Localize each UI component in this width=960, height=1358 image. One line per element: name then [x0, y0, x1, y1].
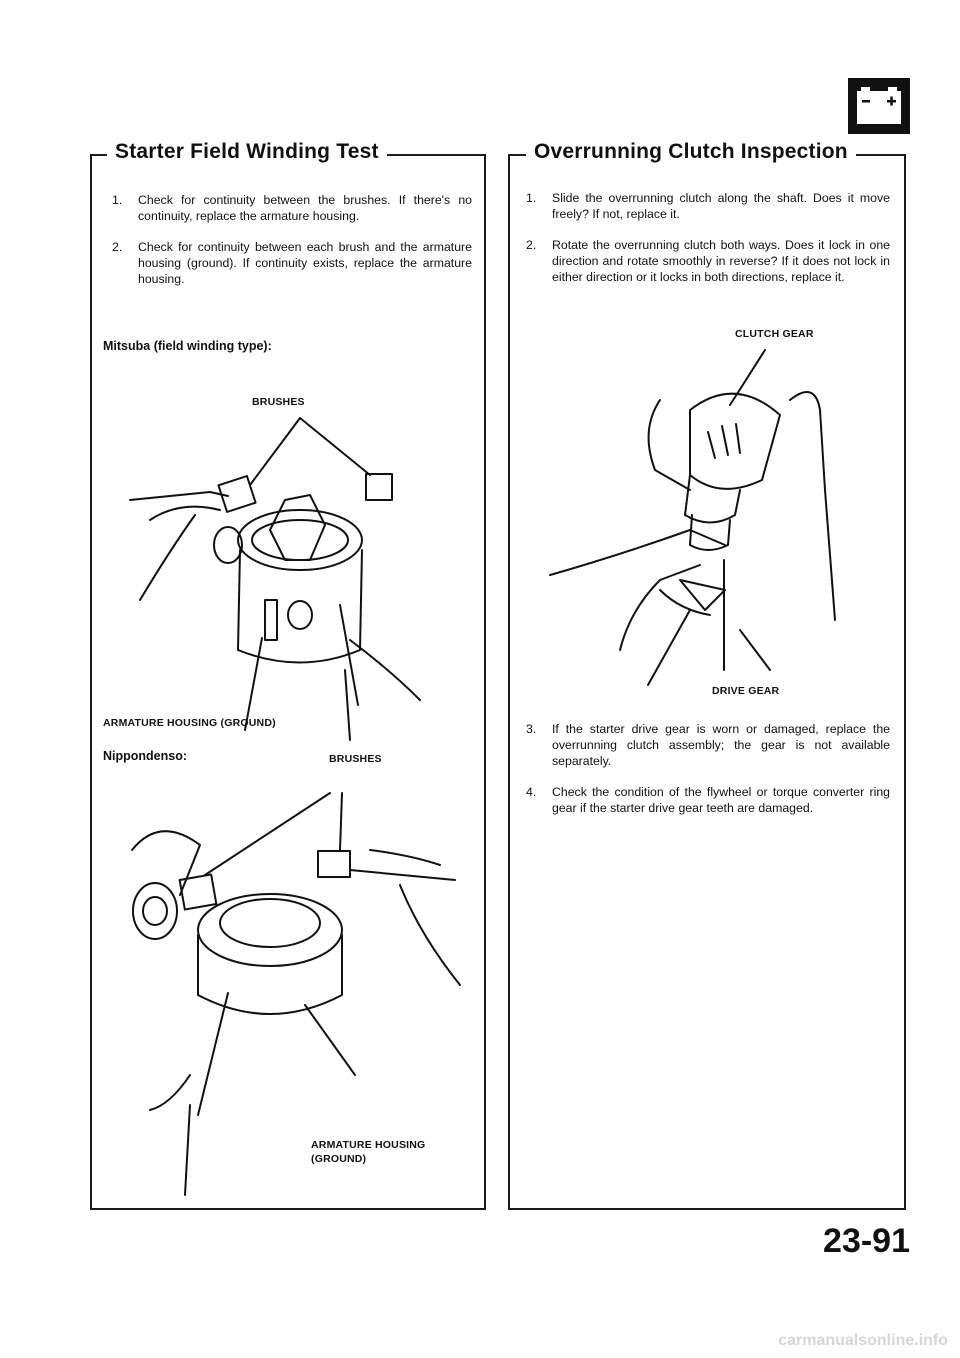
clutch-gear-callout: CLUTCH GEAR — [735, 328, 814, 340]
list-item: 2. Check for continuity between each brush and the armature housing (ground). If continuity exists, replace the armature housing. — [112, 240, 472, 286]
mitsuba-label: Mitsuba (field winding type): — [103, 339, 272, 353]
right-section-title: Overrunning Clutch Inspection — [526, 140, 856, 164]
right-section-box — [508, 154, 906, 1210]
watermark-text: carmanualsonline.info — [778, 1332, 948, 1349]
mitsuba-housing-callout: ARMATURE HOUSING (GROUND) — [103, 717, 276, 729]
list-item: 4. Check the condition of the flywheel or torque converter ring gear if the starter drive gear teeth are damaged. — [526, 785, 890, 815]
left-steps-list — [112, 192, 472, 302]
battery-icon — [848, 78, 910, 134]
left-section-title: Starter Field Winding Test — [107, 140, 387, 164]
mitsuba-brushes-callout: BRUSHES — [252, 396, 305, 408]
page-number: 23-91 — [823, 1222, 910, 1260]
nippondenso-brushes-callout: BRUSHES — [329, 753, 382, 765]
nippondenso-housing-callout-line1: ARMATURE HOUSING — [311, 1139, 426, 1151]
drive-gear-callout: DRIVE GEAR — [712, 685, 780, 697]
list-item: 3. If the starter drive gear is worn or damaged, replace the overrunning clutch assembly; the gear is not available separately. — [526, 722, 890, 768]
list-item: 1. Slide the overrunning clutch along the shaft. Does it move freely? If not, replace it. — [526, 191, 890, 221]
right-steps-list-top — [526, 190, 890, 300]
nippondenso-label: Nippondenso: — [103, 749, 188, 763]
list-item: 2. Rotate the overrunning clutch both ways. Does it lock in one direction and rotate smoothly in reverse? If it does not lock in either direction or it locks in both directions, replace it. — [526, 238, 890, 284]
nippondenso-housing-callout-line2: (GROUND) — [311, 1153, 367, 1165]
overrunning-clutch-illustration — [540, 340, 880, 680]
right-steps-list-bottom — [526, 721, 890, 831]
list-item: 1. Check for continuity between the brushes. If there's no continuity, replace the armature housing. — [112, 193, 472, 223]
mitsuba-brush-test-illustration — [110, 400, 470, 740]
